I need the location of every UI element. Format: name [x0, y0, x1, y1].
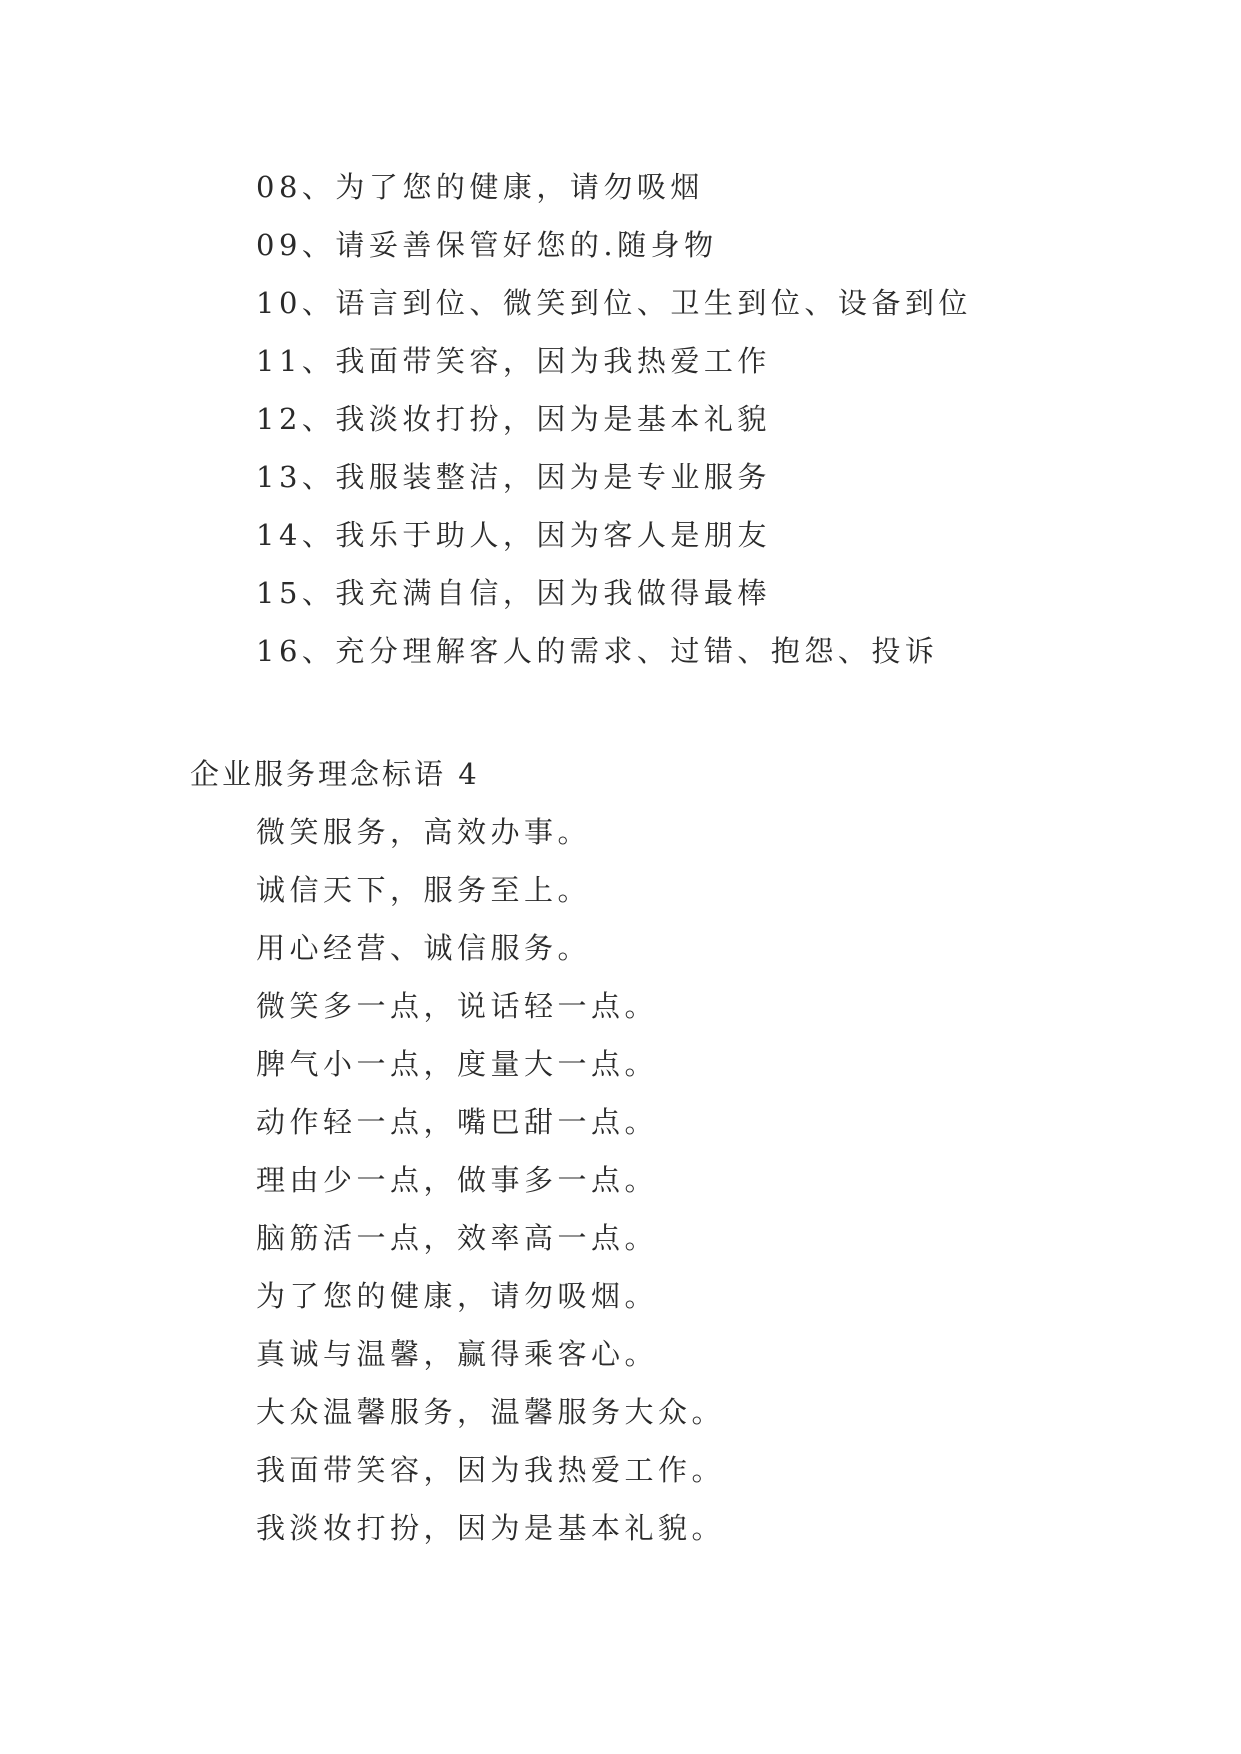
list-item: 为了您的健康，请勿吸烟。: [256, 1279, 659, 1313]
list-item: 大众温馨服务，温馨服务大众。: [256, 1395, 726, 1429]
slogan-list-numbered: [256, 158, 972, 680]
list-item: 11、我面带笑容，因为我热爱工作: [256, 344, 771, 378]
list-item: 诚信天下，服务至上。: [256, 873, 592, 907]
list-item: 12、我淡妆打扮，因为是基本礼貌: [256, 402, 771, 436]
list-item: 理由少一点，做事多一点。: [256, 1163, 659, 1197]
list-item: 动作轻一点，嘴巴甜一点。: [256, 1105, 659, 1139]
list-item: 我面带笑容，因为我热爱工作。: [256, 1453, 726, 1487]
section-heading: 企业服务理念标语 4: [190, 757, 480, 791]
list-item: 我淡妆打扮，因为是基本礼貌。: [256, 1511, 726, 1545]
list-item: 13、我服装整洁，因为是专业服务: [256, 460, 771, 494]
list-item: 10、语言到位、微笑到位、卫生到位、设备到位: [256, 286, 972, 320]
slogan-list: [256, 803, 725, 1557]
list-item: 09、请妥善保管好您的.随身物: [256, 228, 718, 262]
list-item: 脑筋活一点，效率高一点。: [256, 1221, 659, 1255]
list-item: 08、为了您的健康，请勿吸烟: [256, 170, 704, 204]
list-item: 微笑服务，高效办事。: [256, 815, 592, 849]
list-item: 微笑多一点，说话轻一点。: [256, 989, 659, 1023]
list-item: 15、我充满自信，因为我做得最棒: [256, 576, 771, 610]
list-item: 16、充分理解客人的需求、过错、抱怨、投诉: [256, 634, 939, 668]
list-item: 脾气小一点，度量大一点。: [256, 1047, 659, 1081]
list-item: 真诚与温馨，赢得乘客心。: [256, 1337, 659, 1371]
list-item: 14、我乐于助人，因为客人是朋友: [256, 518, 771, 552]
list-item: 用心经营、诚信服务。: [256, 931, 592, 965]
